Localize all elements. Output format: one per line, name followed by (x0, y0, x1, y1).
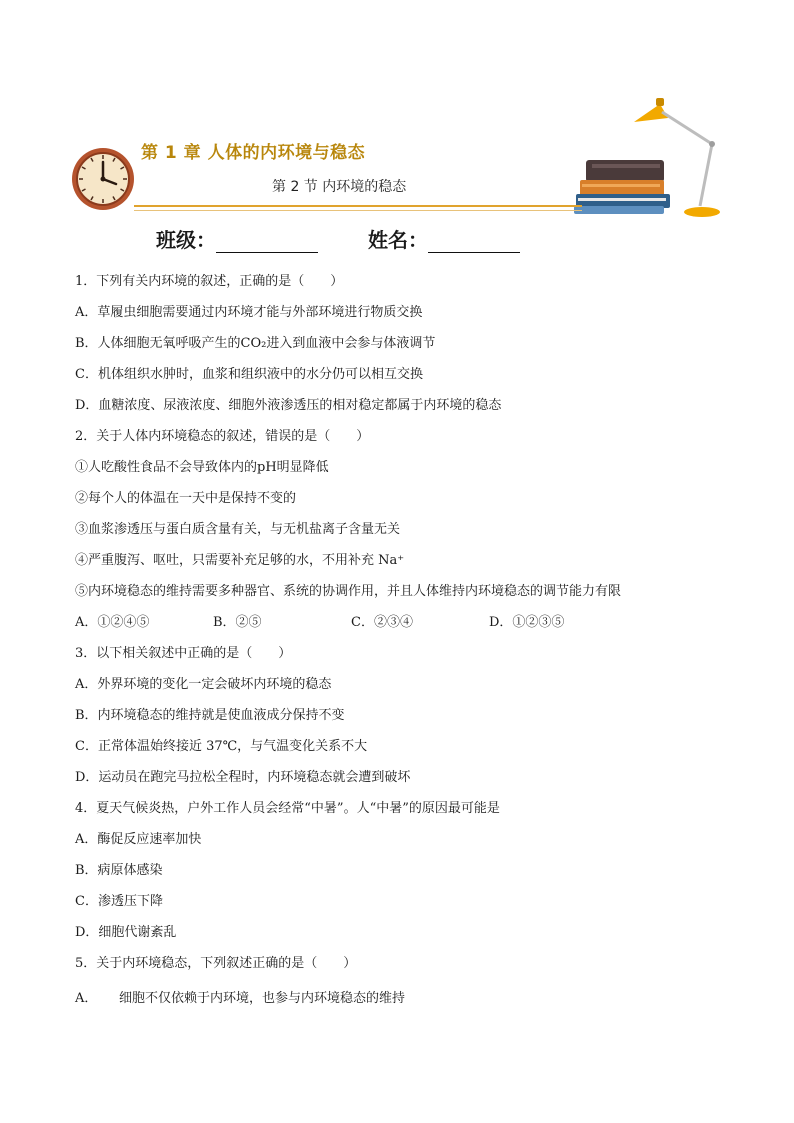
statement-2: ②每个人的体温在一天中是保持不变的 (75, 491, 297, 506)
clock-icon (70, 146, 136, 212)
class-blank[interactable] (216, 230, 318, 253)
option-b: B．人体细胞无氧呼吸产生的CO₂进入到血液中会参与体液调节 (75, 336, 436, 351)
option-a: A．①②④⑤ (75, 615, 150, 630)
page-header (0, 0, 794, 230)
question-stem: 4．夏天气候炎热，户外工作人员会经常“中暑”。人“中暑”的原因最可能是 (75, 801, 500, 816)
question-3 (75, 638, 725, 793)
question-5 (75, 948, 725, 1014)
option-b: B．②⑤ (213, 615, 262, 630)
option-b: B．内环境稳态的维持就是使血液成分保持不变 (75, 708, 345, 723)
statement-5: ⑤内环境稳态的维持需要多种器官、系统的协调作用，并且人体维持内环境稳态的调节能力有限 (75, 584, 622, 599)
option-d: D．①②③⑤ (489, 615, 565, 630)
question-4 (75, 793, 725, 948)
desk-lamp-books-icon (572, 96, 722, 221)
option-c: C．②③④ (351, 615, 413, 630)
option-a: A．酶促反应速率加快 (75, 832, 202, 847)
option-d: D．血糖浓度、尿液浓度、细胞外液渗透压的相对稳定都属于内环境的稳态 (75, 398, 502, 413)
option-a-label: A． (75, 991, 98, 1006)
option-c: C．渗透压下降 (75, 894, 163, 909)
statement-1: ①人吃酸性食品不会导致体内的pH明显降低 (75, 460, 329, 475)
option-a: A．外界环境的变化一定会破坏内环境的稳态 (75, 677, 332, 692)
question-stem: 2．关于人体内环境稳态的叙述，错误的是（ ） (75, 429, 370, 444)
statement-4: ④严重腹泻、呕吐，只需要补充足够的水，不用补充 Na⁺ (75, 553, 405, 568)
name-field[interactable] (368, 224, 520, 253)
chapter-title: 第 1 章 人体的内环境与稳态 (141, 143, 366, 163)
question-list (75, 266, 725, 1014)
header-divider (134, 205, 582, 207)
statement-3: ③血浆渗透压与蛋白质含量有关，与无机盐离子含量无关 (75, 522, 401, 537)
question-stem: 5．关于内环境稳态，下列叙述正确的是（ ） (75, 956, 357, 971)
option-c: C．机体组织水肿时，血浆和组织液中的水分仍可以相互交换 (75, 367, 423, 382)
option-a: A．草履虫细胞需要通过内环境才能与外部环境进行物质交换 (75, 305, 423, 320)
class-field[interactable] (156, 224, 318, 253)
question-2 (75, 421, 725, 638)
option-d: D．运动员在跑完马拉松全程时，内环境稳态就会遭到破坏 (75, 770, 411, 785)
name-label: 姓名： (368, 228, 428, 252)
question-stem: 1．下列有关内环境的叙述，正确的是（ ） (75, 274, 344, 289)
option-a (75, 983, 725, 1014)
header-divider-thin (134, 210, 582, 211)
option-a-text: 细胞不仅依赖于内环境，也参与内环境稳态的维持 (119, 991, 406, 1006)
options-row (75, 607, 725, 638)
name-blank[interactable] (428, 230, 520, 253)
section-title: 第 2 节 内环境的稳态 (272, 179, 407, 195)
question-stem: 3．以下相关叙述中正确的是（ ） (75, 646, 292, 661)
option-d: D．细胞代谢紊乱 (75, 925, 177, 940)
class-label: 班级： (156, 228, 216, 252)
option-c: C．正常体温始终接近 37℃，与气温变化关系不大 (75, 739, 368, 754)
question-1 (75, 266, 725, 421)
option-b: B．病原体感染 (75, 863, 163, 878)
